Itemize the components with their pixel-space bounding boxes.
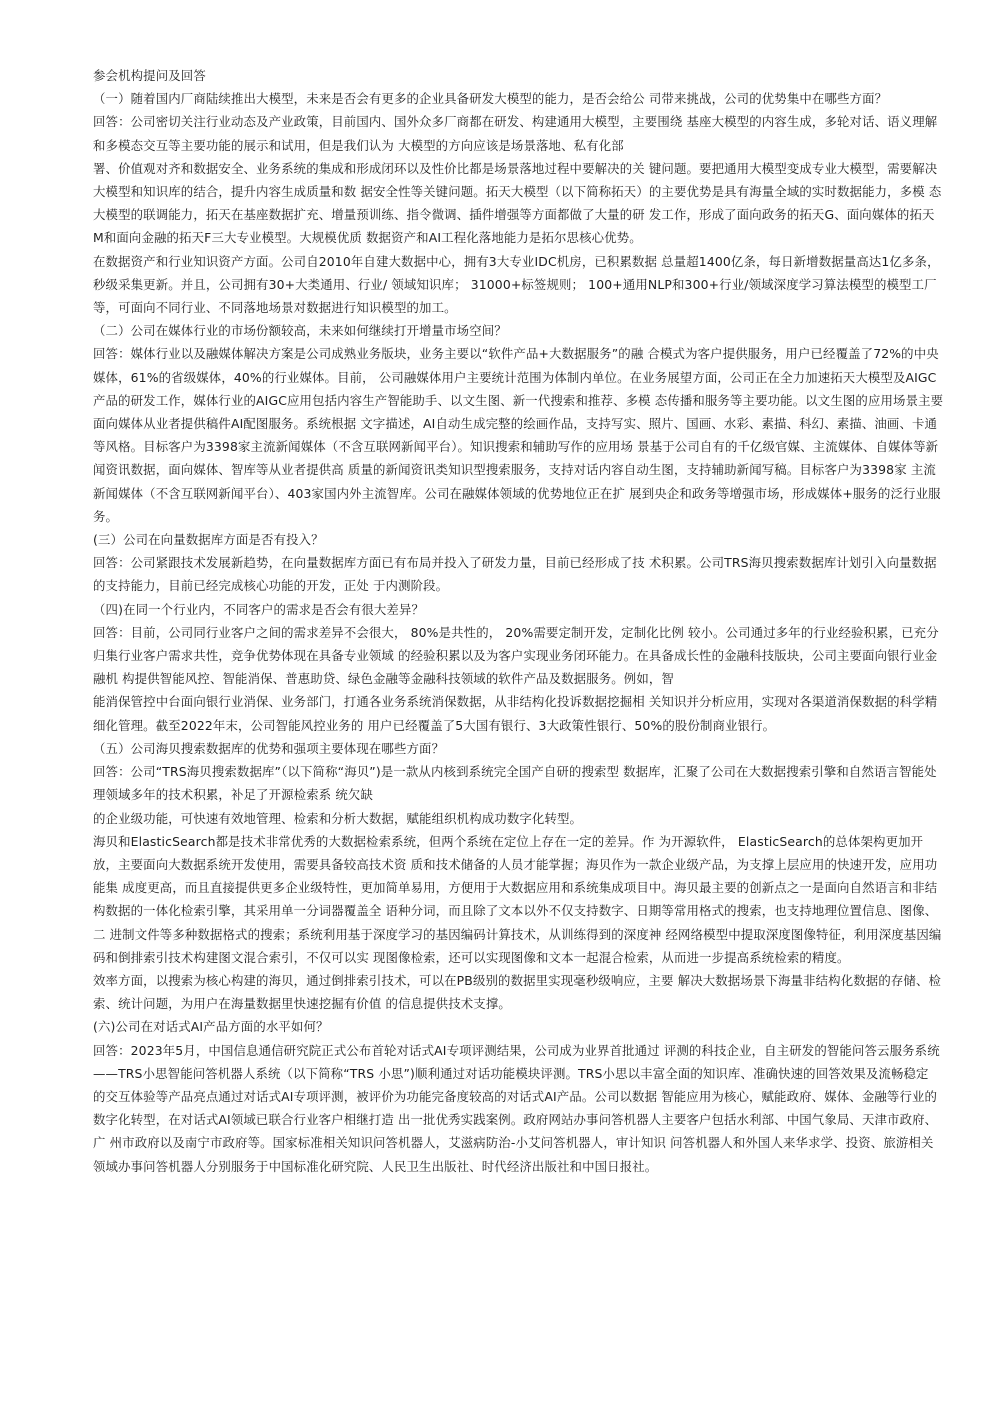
answer-6: 回答：2023年5月，中国信息通信研究院正式公布首轮对话式AI专项评测结果，公司成为业界首批通过 评测的科技企业，自主研发的智能问答云服务系统——TRS小思智能问答机器人系统（以下简称“TRS 小思”)顺利通过对话功能模块评测。TRS小思以丰富全面的知识库、准确快速的回答效果及流畅稳定 的交互体验等产品亮点通过对话式AI专项评测，被评价为功能完备度较高的对话式AI产品。公司以数据 智能应用为核心，赋能政府、媒体、金融等行业的数字化转型，在对话式AI领域已联合行业客户相继打造 出一批优秀实践案例。政府网站办事问答机器人主要客户包括水利部、中国气象局、天津市政府、广 州市政府以及南宁市政府等。国家标准相关知识问答机器人，艾滋病防治-小艾问答机器人，审计知识 问答机器人和外国人来华求学、投资、旅游相关领域办事问答机器人分别服务于中国标准化研究院、人民卫生出版社、时代经济出版社和中国日报社。 (93, 1042, 940, 1174)
question-2: （二）公司在媒体行业的市场份额较高，未来如何继续打开增量市场空间？ (93, 323, 507, 339)
answer-5-part-4: 效率方面，以搜索为核心构建的海贝，通过倒排索引技术，可以在PB级别的数据里实现毫秒级响应，主要 解决大数据场景下海量非结构化数据的存储、检索、统计问题，为用户在海量数据里快速挖掘有价值 的信息提供技术支撑。 (93, 972, 942, 1012)
answer-5-part-2: 的企业级功能，可快速有效地管理、检索和分析大数据，赋能组织机构成功数字化转型。 (93, 810, 583, 826)
answer-1-part-3: 在数据资产和行业知识资产方面。公司自2010年自建大数据中心，拥有3大专业IDC机房，已积累数据 总量超1400亿条，每日新增数据量高达1亿多条，秒级采集更新。并且，公司拥有30+大类通用、行业/ 领域知识库； 31000+标签规则； 100+通用NLP和300+行业/领域深度学习算法模型的模型工厂等，可面向不同行业、不同落地场景对数据进行知识模型的加工。 (93, 253, 940, 316)
answer-4-part-2: 能消保管控中台面向银行业消保、业务部门，打通各业务系统消保数据，从非结构化投诉数据挖掘相 关知识并分析应用，实现对各渠道消保数据的科学精细化管理。截至2022年末，公司智能风控业务的 用户已经覆盖了5大国有银行、3大政策性银行、50%的股份制商业银行。 (93, 694, 938, 733)
question-4: （四)在同一个行业内，不同客户的需求是否会有很大差异？ (93, 601, 425, 617)
answer-5-part-1: 回答：公司“TRS海贝搜索数据库”（以下简称“海贝”)是一款从内核到系统完全国产自研的搜索型 数据库，汇聚了公司在大数据搜索引擎和自然语言智能处理领域多年的技术积累，补足了开源检索系 统欠缺 (93, 764, 937, 803)
answer-2: 回答：媒体行业以及融媒体解决方案是公司成熟业务版块，业务主要以“软件产品+大数据服务”的融 合模式为客户提供服务，用户已经覆盖了72%的中央媒体，61%的省级媒体，40%的行业媒体。目前， 公司融媒体用户主要统计范围为体制内单位。在业务展望方面，公司正在全力加速拓天大模型及AIGC 产品的研发工作，媒体行业的AIGC应用包括内容生产智能助手、以文生图、新一代搜索和推荐、多模 态传播和服务等主要功能。以文生图的应用场景主要面向媒体从业者提供稿件AI配图服务。系统根据 文字描述，AI自动生成完整的绘画作品，支持写实、照片、国画、水彩、素描、科幻、素描、油画、卡通等风格。目标客户为3398家主流新闻媒体（不含互联网新闻平台）。知识搜索和辅助写作的应用场 景基于公司自有的千亿级官媒、主流媒体、自媒体等新闻资讯数据，面向媒体、智库等从业者提供高 质量的新闻资讯类知识型搜索服务，支持对话内容自动生图，支持辅助新闻写稿。目标客户为3398家 主流新闻媒体（不含互联网新闻平台）、403家国内外主流智库。公司在融媒体领域的优势地位正在扩 展到央企和政务等增强市场，形成媒体+服务的泛行业服务。 (93, 346, 944, 524)
document-page (93, 64, 944, 1178)
answer-1-part-1: 回答：公司密切关注行业动态及产业政策，目前国内、国外众多厂商都在研发、构建通用大模型，主要围绕 基座大模型的内容生成，多轮对话、语义理解和多模态交互等主要功能的展示和试用，但是我们认为 大模型的方向应该是场景落地、私有化部 (93, 114, 938, 153)
answer-3: 回答：公司紧跟技术发展新趋势，在向量数据库方面已有布局并投入了研发力量，目前已经形成了技 术积累。公司TRS海贝搜索数据库计划引入向量数据的支持能力，目前已经完成核心功能的开发，正处 于内测阶段。 (93, 555, 937, 594)
question-6: (六)公司在对话式AI产品方面的水平如何？ (93, 1019, 329, 1035)
answer-5-part-3: 海贝和ElasticSearch都是技术非常优秀的大数据检索系统，但两个系统在定位上存在一定的差异。作 为开源软件， ElasticSearch的总体架构更加开放，主要面向大数据系统开发使用，需要具备较高技术资 质和技术储备的人员才能掌握；海贝作为一款企业级产品，为支撑上层应用的快速开发，应用功能集 成度更高，而且直接提供更多企业级特性，更加简单易用，方便用于大数据应用和系统集成项目中。海贝最主要的创新点之一是面向自然语言和非结构数据的一体化检索引擎，其采用单一分词器覆盖全 语种分词，而且除了文本以外不仅支持数字、日期等常用格式的搜索，也支持地理位置信息、图像、二 进制文件等多种数据格式的搜索；系统利用基于深度学习的基因编码计算技术，从训练得到的深度神 经网络模型中提取深度图像特征，利用深度基因编码和倒排索引技术构建图文混合索引，不仅可以实 现图像检索，还可以实现图像和文本一起混合检索，从而进一步提高系统检索的精度。 (93, 833, 942, 965)
answer-4-part-1: 回答：目前，公司同行业客户之间的需求差异不会很大， 80%是共性的， 20%需要定制开发，定制化比例 较小。公司通过多年的行业经验积累，已充分归集行业客户需求共性，竞争优势体现在具备专业领域 的经验积累以及为客户实现业务闭环能力。在具备成长性的金融科技版块，公司主要面向银行业金融机 构提供智能风控、智能消保、普惠助贷、绿色金融等金融科技领域的软件产品及数据服务。例如，智 (93, 624, 939, 687)
answer-1-part-2: 署、价值观对齐和数据安全、业务系统的集成和形成闭环以及性价比都是场景落地过程中要解决的关 键问题。要把通用大模型变成专业大模型，需要解决大模型和知识库的结合，提升内容生成质量和数 据安全性等关键问题。拓天大模型（以下简称拓天）的主要优势是具有海量全域的实时数据能力，多模 态大模型的联调能力，拓天在基座数据扩充、增量预训练、指令微调、插件增强等方面都做了大量的研 发工作，形成了面向政务的拓天G、面向媒体的拓天M和面向金融的拓天F三大专业模型。大规模优质 数据资产和AI工程化落地能力是拓尔思核心优势。 (93, 160, 942, 246)
document-title: 参会机构提问及回答 (93, 68, 206, 83)
question-1: （一）随着国内厂商陆续推出大模型，未来是否会有更多的企业具备研发大模型的能力，是否会给公 司带来挑战，公司的优势集中在哪些方面？ (93, 91, 888, 107)
question-3: (三）公司在向量数据库方面是否有投入？ (93, 532, 324, 548)
question-5: （五）公司海贝搜索数据库的优势和强项主要体现在哪些方面？ (93, 740, 445, 756)
